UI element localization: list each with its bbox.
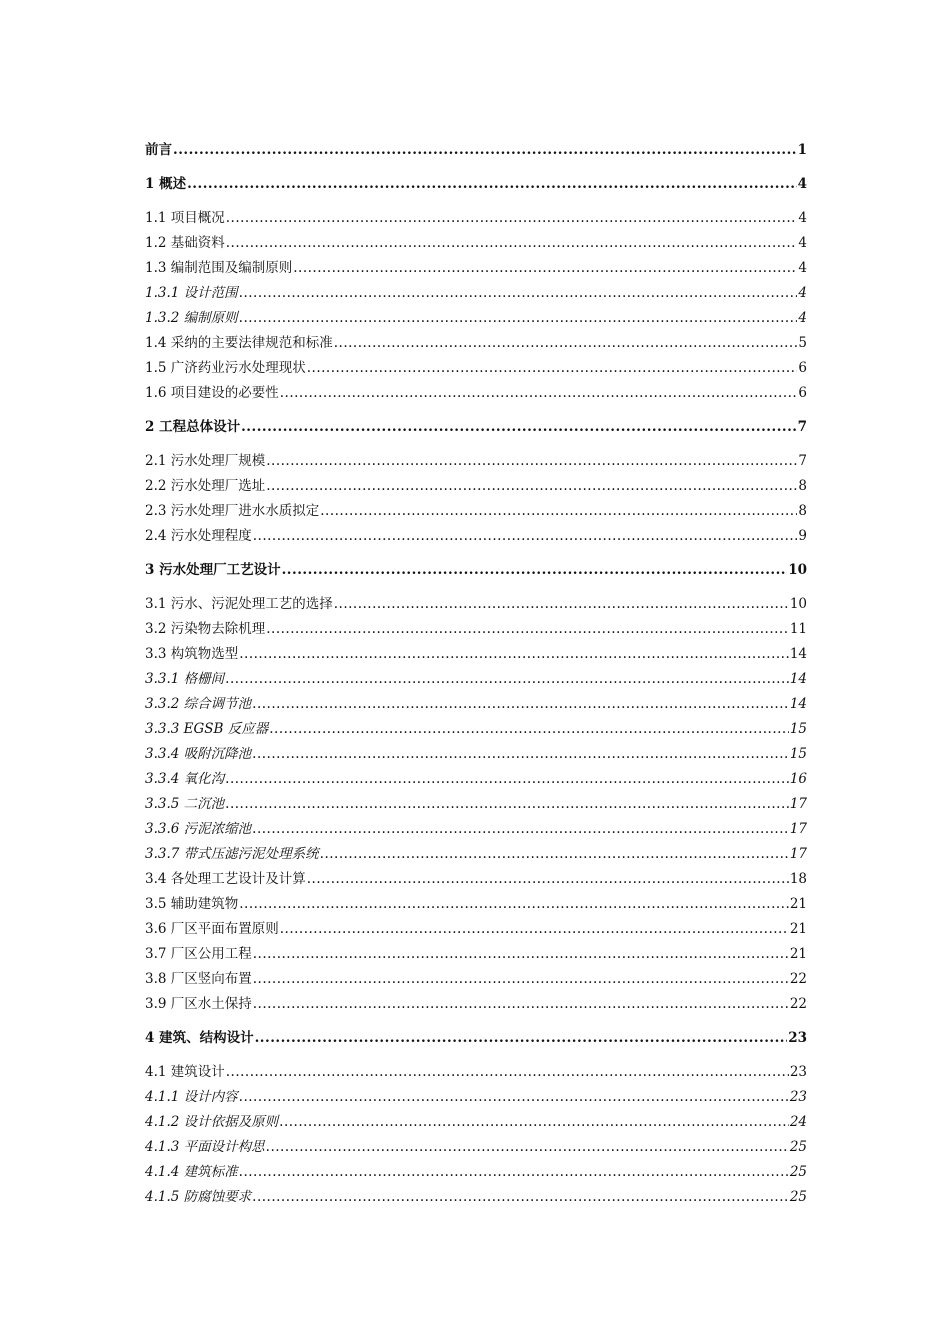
toc-leader-dots [269,720,789,738]
toc-entry-label: 3.2 污染物去除机理 [145,621,266,637]
toc-entry-label: 2 工程总体设计 [145,419,241,435]
toc-entry-page-number: 25 [789,1164,807,1180]
toc-entry[interactable] [145,888,807,913]
toc-leader-dots [253,945,789,963]
toc-entry[interactable] [145,688,807,713]
toc-leader-dots [279,1113,789,1131]
toc-entry[interactable] [145,277,807,302]
toc-entry[interactable] [145,495,807,520]
toc-entry-page-number: 15 [789,746,807,762]
toc-leader-dots [266,620,789,638]
toc-entry-label: 1.3 编制范围及编制原则 [145,260,293,276]
toc-entry[interactable] [145,302,807,327]
toc-entry-page-number: 22 [789,971,807,987]
toc-entry-label: 4.1.5 防腐蚀要求 [145,1189,252,1205]
toc-leader-dots [320,502,797,520]
toc-leader-dots [307,870,789,888]
toc-leader-dots [173,141,797,159]
toc-entry-label: 3.8 厂区竖向布置 [145,971,252,987]
toc-entry-page-number: 17 [789,796,807,812]
toc-entry[interactable] [145,788,807,813]
toc-entry[interactable] [145,938,807,963]
toc-leader-dots [282,561,788,579]
toc-entry-page-number: 6 [798,385,807,401]
toc-entry-page-number: 24 [789,1114,807,1130]
toc-entry-page-number: 4 [798,210,807,226]
toc-leader-dots [239,1163,789,1181]
toc-entry-label: 3.3.3 EGSB 反应器 [145,721,269,737]
toc-entry-label: 3.3.1 格栅间 [145,671,225,687]
toc-entry-label: 3.6 厂区平面布置原则 [145,921,279,937]
toc-entry-page-number: 17 [789,821,807,837]
toc-entry[interactable] [145,352,807,377]
toc-entry[interactable] [145,520,807,545]
toc-leader-dots [252,1188,789,1206]
toc-entry-page-number: 21 [789,896,807,912]
toc-entry[interactable] [145,638,807,663]
toc-leader-dots [255,1029,788,1047]
toc-entry-page-number: 6 [798,360,807,376]
toc-entry-page-number: 7 [798,453,807,469]
toc-leader-dots [253,995,789,1013]
toc-entry-page-number: 1 [797,142,807,158]
toc-entry-label: 1.4 采纳的主要法律规范和标准 [145,335,333,351]
toc-entry-label: 4.1.2 设计依据及原则 [145,1114,279,1130]
toc-entry-page-number: 23 [789,1089,807,1105]
toc-entry-label: 4.1.4 建筑标准 [145,1164,238,1180]
toc-entry-page-number: 23 [788,1030,807,1046]
toc-entry-label: 1.5 广济药业污水处理现状 [145,360,306,376]
toc-entry-label: 3.1 污水、污泥处理工艺的选择 [145,596,333,612]
toc-entry[interactable] [145,963,807,988]
toc-entry[interactable] [145,663,807,688]
toc-leader-dots [252,820,789,838]
toc-leader-dots [239,895,789,913]
toc-entry[interactable] [145,411,807,436]
toc-entry-page-number: 10 [789,596,807,612]
toc-entry[interactable] [145,1106,807,1131]
toc-entry-page-number: 4 [797,176,807,192]
toc-entry-label: 1.1 项目概况 [145,210,225,226]
toc-entry[interactable] [145,168,807,193]
toc-entry-label: 4 建筑、结构设计 [145,1030,254,1046]
toc-entry[interactable] [145,327,807,352]
toc-entry-label: 3.3.6 污泥浓缩池 [145,821,252,837]
toc-entry[interactable] [145,613,807,638]
toc-entry[interactable] [145,1022,807,1047]
table-of-contents [145,134,807,1206]
toc-entry-label: 3.9 厂区水土保持 [145,996,252,1012]
toc-leader-dots [253,970,789,988]
toc-entry-page-number: 9 [798,528,807,544]
toc-entry-page-number: 16 [789,771,807,787]
toc-entry[interactable] [145,202,807,227]
toc-leader-dots [225,795,789,813]
toc-entry-page-number: 4 [798,235,807,251]
toc-entry[interactable] [145,863,807,888]
toc-leader-dots [266,1138,789,1156]
toc-entry-label: 2.4 污水处理程度 [145,528,252,544]
toc-entry-page-number: 14 [789,671,807,687]
toc-entry-label: 3.3.7 带式压滤污泥处理系统 [145,846,319,862]
toc-entry[interactable] [145,763,807,788]
toc-leader-dots [252,745,789,763]
toc-entry[interactable] [145,838,807,863]
toc-entry-label: 1.2 基础资料 [145,235,225,251]
toc-entry-label: 3.5 辅助建筑物 [145,896,239,912]
toc-leader-dots [226,234,798,252]
toc-entry-label: 3.3.5 二沉池 [145,796,225,812]
toc-entry-label: 1 概述 [145,176,187,192]
toc-entry[interactable] [145,252,807,277]
toc-leader-dots [320,845,789,863]
toc-leader-dots [225,670,789,688]
toc-leader-dots [241,418,797,436]
toc-entry-label: 3.3 构筑物选型 [145,646,239,662]
toc-entry[interactable] [145,1131,807,1156]
toc-entry-page-number: 4 [798,260,807,276]
toc-entry[interactable] [145,1156,807,1181]
toc-entry-page-number: 4 [798,310,807,326]
toc-leader-dots [239,645,789,663]
toc-entry[interactable] [145,134,807,159]
toc-leader-dots [266,477,797,495]
toc-entry-label: 3.7 厂区公用工程 [145,946,252,962]
toc-entry-page-number: 21 [789,946,807,962]
toc-entry-page-number: 5 [798,335,807,351]
toc-entry[interactable] [145,813,807,838]
toc-leader-dots [239,284,798,302]
toc-entry[interactable] [145,445,807,470]
toc-leader-dots [334,334,798,352]
toc-entry-label: 3 污水处理厂工艺设计 [145,562,281,578]
toc-leader-dots [293,259,797,277]
toc-entry-label: 1.3.1 设计范围 [145,285,238,301]
toc-leader-dots [307,359,798,377]
toc-entry-page-number: 11 [789,621,807,637]
toc-entry[interactable] [145,227,807,252]
toc-entry-label: 4.1 建筑设计 [145,1064,225,1080]
toc-entry-label: 2.3 污水处理厂进水水质拟定 [145,503,320,519]
toc-entry-label: 3.4 各处理工艺设计及计算 [145,871,306,887]
toc-leader-dots [266,452,797,470]
toc-leader-dots [225,770,789,788]
toc-entry[interactable] [145,1056,807,1081]
toc-leader-dots [239,309,798,327]
toc-entry-label: 1.3.2 编制原则 [145,310,238,326]
toc-entry-page-number: 7 [797,419,807,435]
toc-entry-page-number: 23 [789,1064,807,1080]
toc-entry-label: 2.1 污水处理厂规模 [145,453,266,469]
toc-entry[interactable] [145,1081,807,1106]
toc-leader-dots [280,920,789,938]
toc-entry-page-number: 17 [789,846,807,862]
toc-entry[interactable] [145,1181,807,1206]
toc-entry[interactable] [145,988,807,1013]
toc-entry[interactable] [145,588,807,613]
toc-entry-page-number: 10 [788,562,807,578]
toc-entry[interactable] [145,913,807,938]
toc-entry-page-number: 22 [789,996,807,1012]
toc-entry-page-number: 8 [798,478,807,494]
toc-entry-page-number: 18 [789,871,807,887]
toc-leader-dots [280,384,798,402]
toc-entry-label: 3.3.2 综合调节池 [145,696,252,712]
toc-entry-label: 4.1.3 平面设计构思 [145,1139,265,1155]
toc-leader-dots [226,1063,789,1081]
toc-entry[interactable] [145,713,807,738]
toc-entry-label: 前言 [145,142,172,158]
toc-entry-label: 1.6 项目建设的必要性 [145,385,279,401]
toc-entry-page-number: 4 [798,285,807,301]
toc-entry-page-number: 14 [789,646,807,662]
toc-leader-dots [239,1088,789,1106]
toc-leader-dots [187,175,797,193]
toc-leader-dots [253,527,798,545]
toc-entry-page-number: 25 [789,1189,807,1205]
toc-entry-page-number: 21 [789,921,807,937]
toc-leader-dots [226,209,798,227]
toc-entry-page-number: 8 [798,503,807,519]
toc-entry[interactable] [145,738,807,763]
toc-entry-label: 2.2 污水处理厂选址 [145,478,266,494]
toc-entry-page-number: 15 [789,721,807,737]
toc-entry-page-number: 25 [789,1139,807,1155]
toc-entry[interactable] [145,554,807,579]
toc-entry[interactable] [145,470,807,495]
toc-entry-page-number: 14 [789,696,807,712]
toc-entry-label: 4.1.1 设计内容 [145,1089,238,1105]
toc-leader-dots [334,595,789,613]
toc-entry-label: 3.3.4 氧化沟 [145,771,225,787]
toc-leader-dots [252,695,789,713]
toc-entry[interactable] [145,377,807,402]
toc-entry-label: 3.3.4 吸附沉降池 [145,746,252,762]
